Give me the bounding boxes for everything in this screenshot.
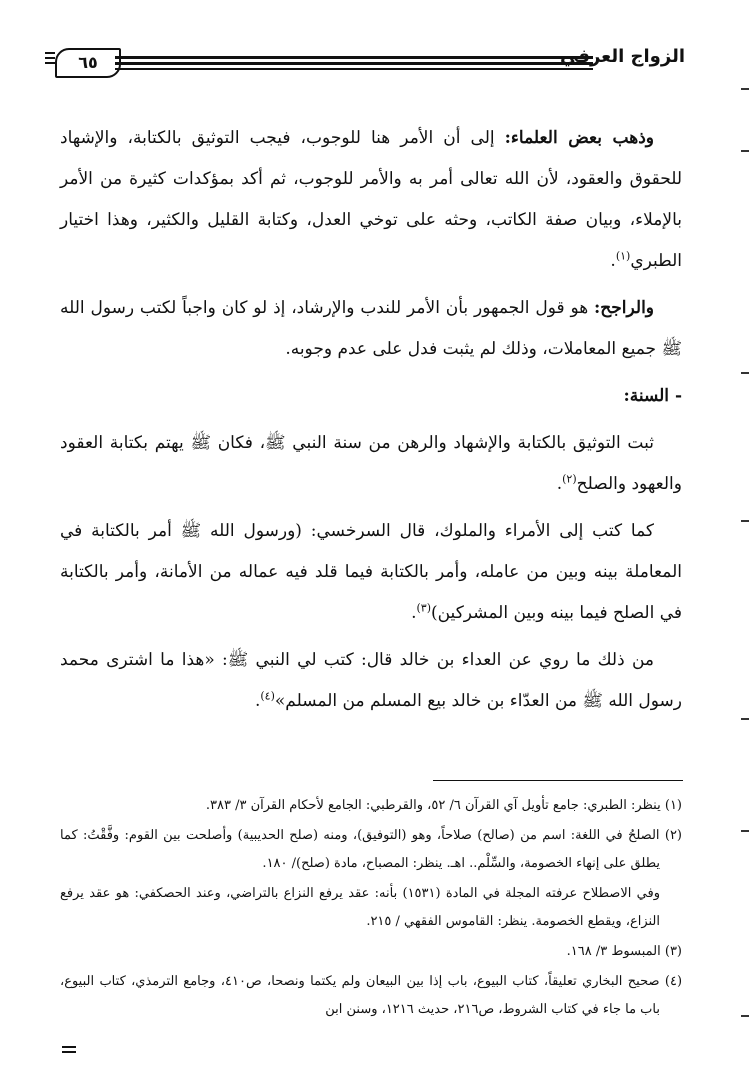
edge-mark [741,372,749,374]
footnote-4: (٤) صحيح البخاري تعليقاً، كتاب البيوع، باب إذا بين البيعان ولم يكتما ونصحا، ص٤١٠، وجامع الترمذي، كتاب البيوع، باب ما جاء في كتاب الشروط، ص٢١٦، حديث ١٢١٦، وسنن ابن [60,974,683,1017]
footnote-marker[interactable]: (٤) [260,689,275,703]
main-text [60,118,682,728]
paragraph-lead: وذهب بعض العلماء: [504,128,654,148]
paragraph-sarakhsi-quote [60,511,682,634]
paragraph-text: من ذلك ما روي عن العداء بن خالد قال: كتب لي النبي ﷺ: «هذا ما اشترى محمد رسول الله ﷺ من العدّاء بن خالد بيع المسلم من المسلم» [60,650,682,711]
header-rule [115,68,593,70]
footnote-separator [433,780,683,781]
paragraph-text: كما كتب إلى الأمراء والملوك، قال السرخسي: (ورسول الله ﷺ أمر بالكتابة في المعاملة بينه وبين من عامله، وأمر بالكتابة فيما قلد فيه عماله من الأمانة، وأمر بالكتابة في الصلح فيما بينه وبين المشركين) [60,521,682,623]
footnote-2: (٢) الصلحُ في اللغة: اسم من (صالح) صلاحاً، وهو (التوفيق)، ومنه (صلح الحديبية) وأصلحت بين القوم: وفَّقْتُ: كما يطلق على إنهاء الخصومة، والسِّلْم.. اهـ. ينظر: المصباح، مادة (صلح)/ ١٨٠. [60,828,682,871]
edge-mark [741,520,749,522]
footnote-marker[interactable]: (١) [615,249,631,263]
punctuation: . [556,474,563,494]
punctuation: . [610,251,616,271]
paragraph-lead: والراجح: [594,298,655,318]
footnotes-section [60,792,682,1026]
punctuation: . [411,603,417,623]
paragraph-documentation [60,423,682,505]
paragraph-text: ثبت التوثيق بالكتابة والإشهاد والرهن من سنة النبي ﷺ، فكان ﷺ يهتم بكتابة العقود والعهود والصلح [60,433,682,494]
edge-mark [741,88,749,90]
paragraph-text: إلى أن الأمر هنا للوجوب، فيجب التوثيق بالكتابة، والإشهاد للحقوق والعقود، لأن الله تعالى أمر به والأمر للوجوب، ثم أكد بمؤكدات كثيرة من الأمر بالإملاء، وبيان صفة الكاتب، وحثه على توخي العدل، وكتابة القليل والكثير، وهذا اختيار الطبري [60,128,682,271]
footnote-3: (٣) المبسوط ٣/ ١٦٨. [566,944,682,959]
punctuation: . [254,691,261,711]
header-rule [115,62,593,65]
paragraph-adda-hadith [60,640,682,722]
paragraph-preferred-view [60,288,682,370]
header-ornament [45,52,55,68]
footnote-1: (١) ينظر: الطبري: جامع تأويل آي القرآن ٦/ ٥٢، والقرطبي: الجامع لأحكام القرآن ٣/ ٣٨٣. [205,798,682,813]
page-number: ٦٥ [55,48,121,78]
page-header [55,42,685,82]
continuation-mark [62,1046,76,1058]
footnote-marker[interactable]: (٢) [562,472,577,486]
paragraph-text: هو قول الجمهور بأن الأمر للندب والإرشاد، إذ لو كان واجباً لكتب رسول الله ﷺ جميع المعاملات، وذلك لم يثبت فدل على عدم وجوبه. [60,298,682,359]
paragraph-scholars-view [60,118,682,282]
footnote-2-continuation: وفي الاصطلاح عرفته المجلة في المادة (١٥٣١) بأنه: عقد يرفع النزاع بالتراضي، وعند الحصكفي: هو عقد يرفع النزاع، ويقطع الخصومة. ينظر: القاموس الفقهي / ٢١٥. [60,886,660,929]
edge-mark [741,830,749,832]
edge-mark [741,718,749,720]
edge-mark [741,150,749,152]
header-rule [115,56,593,59]
footnote-marker[interactable]: (٣) [416,601,431,615]
running-title: الزواج العرفي [559,46,685,67]
section-heading-sunnah: - السنة: [623,386,682,406]
edge-mark [741,1015,749,1017]
